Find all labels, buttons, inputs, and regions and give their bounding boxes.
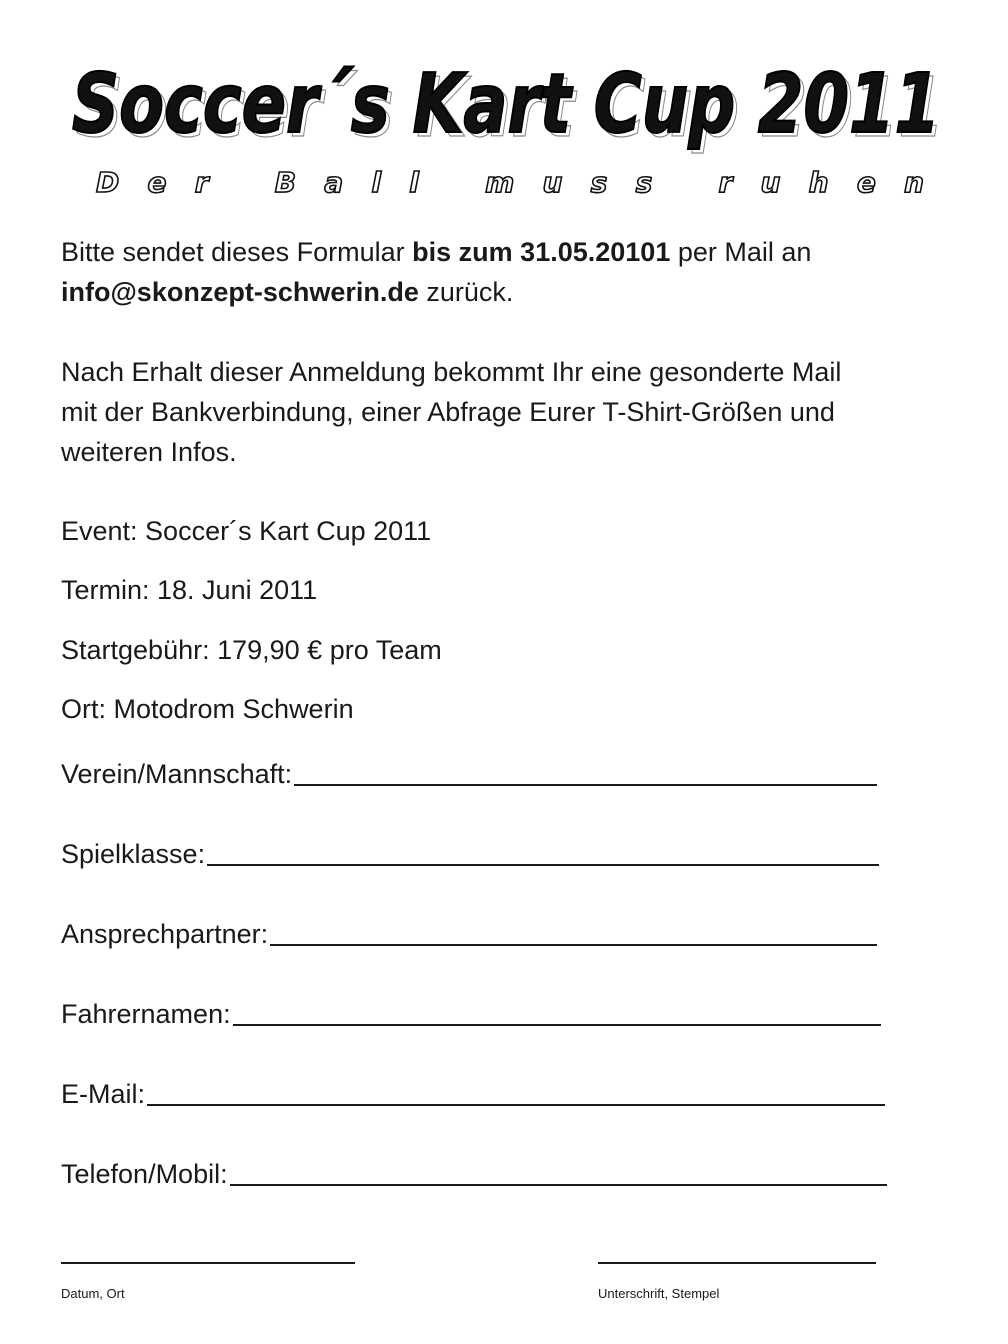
contact-email: info@skonzept-schwerin.de [61,277,419,307]
telefon-input-line[interactable] [230,1183,887,1186]
ansprechpartner-input-line[interactable] [270,943,877,946]
logo-subtitle-text: Der Ball muss ruhen [96,166,924,199]
intro-line: weiteren Infos. [61,437,237,467]
event-date: Termin: 18. Juni 2011 [61,575,318,605]
event-name: Event: Soccer´s Kart Cup 2011 [61,516,432,546]
event-place: Ort: Motodrom Schwerin [61,694,354,724]
verein-field[interactable] [61,752,877,792]
logo-title-text: Soccer´s Kart Cup 2011 [72,57,940,152]
event-logo-subtitle [90,162,930,202]
intro-line: mit der Bankverbindung, einer Abfrage Eurer T-Shirt-Größen und [61,397,835,427]
intro-line-2 [61,272,811,312]
intro-text: Bitte sendet dieses Formular [61,237,413,267]
fahrernamen-input-line[interactable] [233,1023,881,1026]
ansprechpartner-field[interactable] [61,912,877,952]
deadline-text: bis zum 31.05.20101 [412,237,671,267]
intro-line-1 [61,232,811,272]
fahrernamen-field[interactable] [61,992,881,1032]
verein-label: Verein/Mannschaft: [61,759,293,789]
intro-line: Nach Erhalt dieser Anmeldung bekommt Ihr eine gesonderte Mail [61,357,842,387]
fahrernamen-label: Fahrernamen: [61,999,231,1029]
email-input-line[interactable] [147,1103,885,1106]
signature-label: Unterschrift, Stempel [598,1286,720,1301]
logo-title-outline: Soccer´s Kart Cup 2011 [76,61,944,156]
intro-paragraph-2 [61,352,841,472]
telefon-label: Telefon/Mobil: [61,1159,228,1189]
intro-text: zurück. [418,277,514,307]
email-field[interactable] [61,1072,885,1112]
signature-line[interactable] [598,1262,876,1264]
date-place-label: Datum, Ort [61,1286,125,1301]
email-label: E-Mail: [61,1079,146,1109]
spielklasse-field[interactable] [61,832,879,872]
telefon-field[interactable] [61,1152,887,1192]
date-place-line[interactable] [61,1262,355,1264]
intro-paragraph-1 [61,232,811,312]
spielklasse-label: Spielklasse: [61,839,206,869]
verein-input-line[interactable] [294,783,877,786]
spielklasse-input-line[interactable] [207,863,879,866]
intro-text: per Mail an [670,237,812,267]
event-logo-title [60,48,960,158]
ansprechpartner-label: Ansprechpartner: [61,919,269,949]
event-fee: Startgebühr: 179,90 € pro Team [61,635,442,665]
